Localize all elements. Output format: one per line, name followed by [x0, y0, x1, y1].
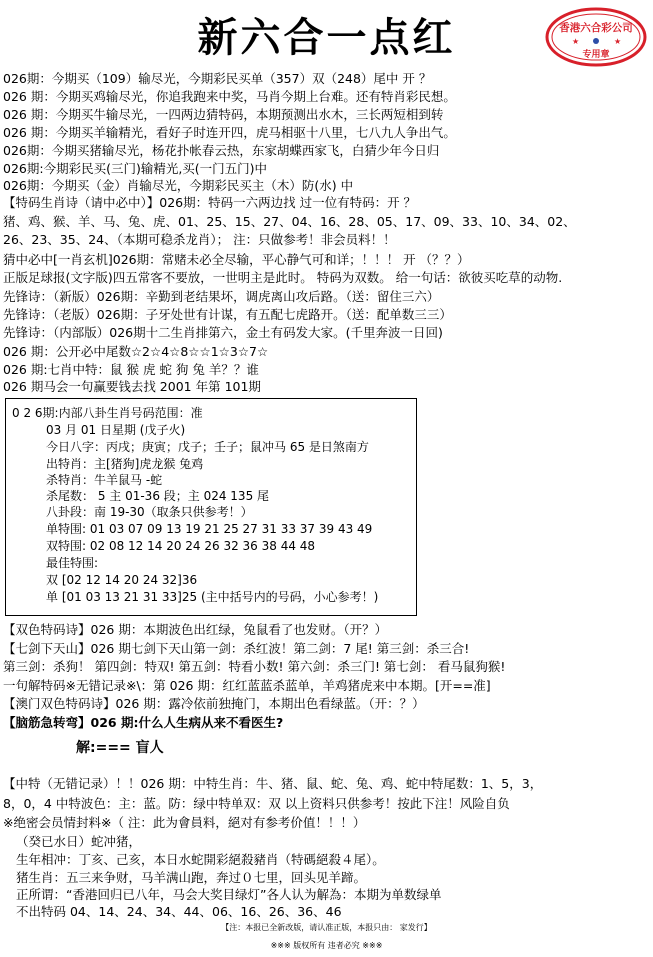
- tail-line: 生年相冲：丁亥、己亥，本日水蛇開彩絕殺豬肖（特碼絕殺４尾）。: [16, 852, 385, 867]
- prediction-line: 026 期：今期买牛输尽光，一四两边猜特码，本期预测出水木，三长两短相到转: [3, 107, 444, 122]
- tail-line: 【中特（无错记录）！！026 期：中特生肖：牛、猪、鼠、蛇、兔、鸡、蛇中特尾数：1、5，3，: [3, 776, 543, 791]
- tail-line: 8，0，4 中特波色：主：蓝。防：绿中特单双：双 以上资料只供参考！按此下注！风险自负: [3, 796, 510, 811]
- riddle-answer: 解:=== 盲人: [76, 740, 164, 756]
- prediction-line: 先锋诗：（新版）026期：辛勤到老结果坏，调虎离山攻后路。（送：留住三六）: [3, 289, 440, 304]
- prediction-line: 先锋诗：（老版）026期：子牙处世有计谋，有五配七虎路开。（送：配单数三三）: [3, 307, 452, 322]
- tail-line: ※绝密会员情封料※（ 注：此为會員料，絕对有参考价值！！！）: [3, 815, 366, 830]
- prediction-line: 猪、鸡、猴、羊、马、兔、虎、01、25、15、27、04、16、28、05、17、09、33、10、34、02、: [3, 214, 576, 229]
- page-title: 新六合一点红: [197, 14, 456, 61]
- section-line: 一句解特码※无错记录※\：第 026 期：红红蓝蓝杀蓝单，羊鸡猪虎来中本期。[开==准]: [3, 678, 491, 693]
- prediction-line: 026期：今期买（金）肖输尽光，今期彩民买主（木）防(水) 中: [3, 178, 354, 193]
- section-line: 【七剑下天山】026 期七剑下天山第一剑：杀红波！第二剑：7 尾! 第三剑：杀三合!: [3, 641, 470, 656]
- prediction-line: 026 期:七肖中特：鼠 猴 虎 蛇 狗 兔 羊？？谁: [3, 362, 259, 377]
- prediction-line: 026期:今期彩民买(三门)输精光,买(一门五门)中: [3, 161, 268, 176]
- tail-line: 猪生肖：五三来争财，马羊满山跑，奔过０七里，回头见羊蹄。: [16, 870, 367, 885]
- prediction-line: 026 期：今期买鸡输尽光，你追我跑来中奖，马肖今期上台难。还有特肖彩民想。: [3, 89, 456, 104]
- section-line: 【双色特码诗】026 期：本期波色出红绿，兔鼠看了也发财。（开？）: [3, 622, 388, 637]
- box-line: 双 [02 12 14 20 24 32]36: [46, 573, 198, 587]
- tail-line: 不出特码 04、14、24、34、44、06、16、26、36、46: [16, 904, 342, 919]
- svg-text:★: ★: [614, 37, 622, 46]
- prediction-line: 猜中必中[一肖玄机]026期：常赌未必全尽输，平心静气可和详；！！！ 开 （？？）: [3, 252, 470, 267]
- prediction-line: 先锋诗：（内部版）026期十二生肖排第六，金土有码发大家。(千里奔波一日回): [3, 325, 443, 340]
- tail-line: （癸已水日）蛇冲猪，: [16, 834, 142, 849]
- box-line: 最佳特围:: [46, 556, 99, 570]
- box-line: 双特围: 02 08 12 14 20 24 26 32 36 38 44 48: [46, 539, 316, 553]
- footer-note: 【注：本报已全新改版，请认准正版，本报只由： 家发行】: [221, 923, 432, 932]
- prediction-line: 26、23、35、24、（本期可稳杀龙肖）； 注：只做参考！非会员料！！: [3, 232, 396, 247]
- prediction-line: 026期：今期买（109）输尽光，今期彩民买单（357）双（248）尾中 开 ？: [3, 71, 432, 86]
- box-line: 0 2 6期:内部八卦生肖号码范围：准: [12, 406, 203, 420]
- section-line: 【澳门双色特码诗】026 期：露冷依前独掩门，本期出色看绿蓝。（开：？）: [3, 696, 425, 711]
- prediction-line: 026 期：公开必中尾数☆2☆4☆8☆☆1☆3☆7☆: [3, 344, 269, 359]
- prediction-line: 【特码生肖诗（请中必中）】026期：特码一六两边找 过一位有特码：开 ？: [3, 195, 417, 210]
- box-line: 杀特肖：牛羊鼠马 -蛇: [46, 473, 163, 487]
- box-line: 单特围: 01 03 07 09 13 19 21 25 27 31 33 37 39 43 49: [46, 522, 373, 536]
- svg-text:★: ★: [572, 37, 580, 46]
- prediction-line: 正版足球报(文字版)四五常客不要放，一世明主是此时。 特码为双数。 给一句话：欲彼买吃草的动物.: [3, 270, 563, 285]
- box-line: 杀尾数： 5 主 01-36 段；主 024 135 尾: [46, 489, 270, 503]
- official-seal: [544, 6, 648, 68]
- box-line: 03 月 01 日星期 (戊子火): [46, 423, 186, 437]
- prediction-line: 026期：今期买猪输尽光，杨花扑帐春云热，东家胡蝶西家飞，白猜少年今日归: [3, 143, 440, 158]
- prediction-line: 026 期：今期买羊输精光，看好子时连开四，虎马相驱十八里，七八九人争出气。: [3, 125, 456, 140]
- seal-ring-text: 香港六合彩公司: [559, 22, 633, 34]
- section-line: 第三剑：杀狗！ 第四剑：特双! 第五剑：特看小数! 第六剑：杀三门! 第七剑： 看马鼠狗猴!: [3, 659, 506, 674]
- box-line: 单 [01 03 13 21 31 33]25 (主中括号内的号码，小心参考！): [46, 590, 379, 604]
- box-line: 八卦段：南 19-30（取条只供参考！）: [46, 505, 253, 519]
- box-line: 今日八字：丙戌；庚寅；戊子；壬子；鼠冲马 65 是日煞南方: [46, 440, 369, 454]
- footer-copyright: ※※※ 版权所有 违者必究 ※※※: [270, 941, 383, 950]
- bagua-info-box: [5, 398, 417, 616]
- seal-center-text: 专用章: [582, 50, 610, 60]
- riddle-question: 【脑筋急转弯】026 期:什么人生病从来不看医生?: [3, 715, 284, 730]
- tail-line: 正所谓：“香港回归已八年，马会大奖目绿灯”各人认为解為：本期为单数绿单: [16, 887, 442, 902]
- prediction-line: 026 期马会一句赢要钱去找 2001 年第 101期: [3, 379, 261, 394]
- box-line: 出特肖：主[猪狗]虎龙猴 兔鸡: [46, 457, 204, 471]
